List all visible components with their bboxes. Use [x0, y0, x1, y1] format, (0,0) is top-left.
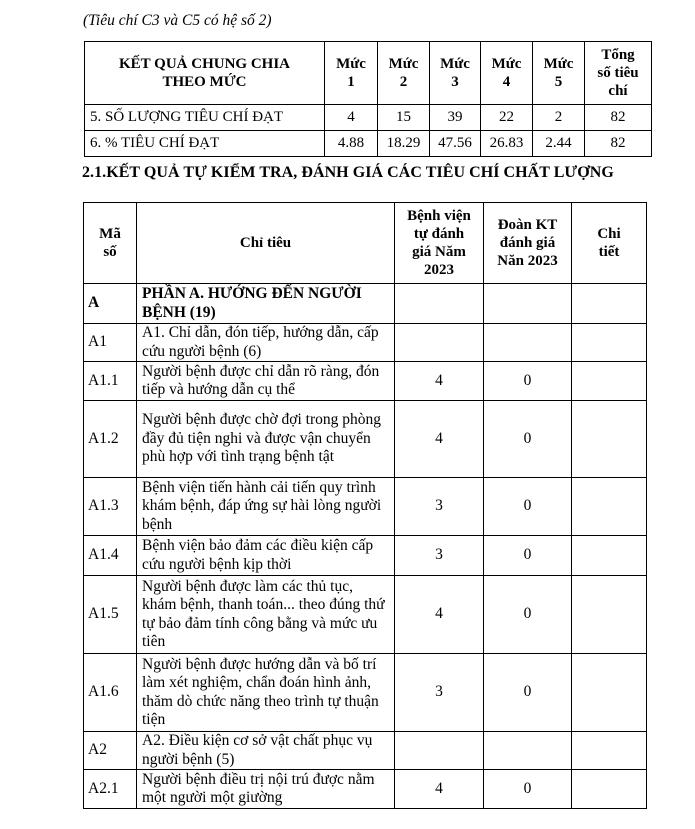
table-row — [84, 770, 647, 809]
total-header: Tổng số tiêu chí — [585, 42, 652, 105]
level-5-header: Mức 5 — [533, 42, 585, 105]
cell: 4.88 — [325, 131, 378, 157]
criterion-name: Người bệnh được hướng dẫn và bố trí làm xét nghiệm, chẩn đoán hình ảnh, thăm dò chức năng theo trình tự thuận tiện — [137, 654, 395, 732]
cell: 2 — [533, 105, 585, 131]
self-score: 4 — [395, 770, 484, 809]
cell: 2.44 — [533, 131, 585, 157]
section-title: 2.1.KẾT QUẢ TỰ KIỂM TRA, ĐÁNH GIÁ CÁC TIÊU CHÍ CHẤT LƯỢNG — [82, 164, 614, 181]
detail-cell — [572, 654, 647, 732]
criterion-code: A2 — [84, 732, 137, 770]
table-row — [84, 576, 647, 654]
table-row — [84, 654, 647, 732]
self-score — [395, 284, 484, 324]
cell: 22 — [481, 105, 533, 131]
cell: 26.83 — [481, 131, 533, 157]
table-row — [84, 478, 647, 536]
summary-row-count — [85, 105, 652, 131]
criterion-name: Bệnh viện bảo đảm các điều kiện cấp cứu người bệnh kịp thời — [137, 536, 395, 576]
self-score: 4 — [395, 362, 484, 401]
level-1-header: Mức 1 — [325, 42, 378, 105]
criteria-header-row — [84, 203, 647, 284]
code-header: Mã số — [84, 203, 137, 284]
coefficient-note: (Tiêu chí C3 và C5 có hệ số 2) — [83, 12, 272, 29]
self-score: 4 — [395, 401, 484, 478]
table-row — [84, 324, 647, 362]
criterion-code: A1.6 — [84, 654, 137, 732]
detail-header: Chi tiết — [572, 203, 647, 284]
criterion-code: A2.1 — [84, 770, 137, 809]
criterion-name: Người bệnh được chờ đợi trong phòng đầy đủ tiện nghi và được vận chuyển phù hợp với tình trạng bệnh tật — [137, 401, 395, 478]
detail-cell — [572, 362, 647, 401]
team-score: 0 — [484, 536, 572, 576]
cell: 82 — [585, 105, 652, 131]
level-4-header: Mức 4 — [481, 42, 533, 105]
team-score: 0 — [484, 362, 572, 401]
self-assessment-header: Bệnh viện tự đánh giá Năm 2023 — [395, 203, 484, 284]
criteria-table — [83, 202, 647, 809]
summary-header-row — [85, 42, 652, 105]
table-row — [84, 284, 647, 324]
self-score: 3 — [395, 478, 484, 536]
indicator-header: Chỉ tiêu — [137, 203, 395, 284]
detail-cell — [572, 536, 647, 576]
team-score — [484, 324, 572, 362]
summary-table — [84, 41, 652, 157]
row-label: 6. % TIÊU CHÍ ĐẠT — [85, 131, 325, 157]
self-score: 3 — [395, 536, 484, 576]
self-score — [395, 324, 484, 362]
cell: 39 — [430, 105, 481, 131]
cell: 18.29 — [378, 131, 430, 157]
criterion-code: A1.3 — [84, 478, 137, 536]
team-score — [484, 732, 572, 770]
criterion-code: A1.2 — [84, 401, 137, 478]
level-2-header: Mức 2 — [378, 42, 430, 105]
summary-row-percent — [85, 131, 652, 157]
criterion-code: A1.4 — [84, 536, 137, 576]
level-3-header: Mức 3 — [430, 42, 481, 105]
criterion-name: Người bệnh điều trị nội trú được nằm một người một giường — [137, 770, 395, 809]
criterion-code: A1.5 — [84, 576, 137, 654]
detail-cell — [572, 284, 647, 324]
detail-cell — [572, 732, 647, 770]
team-score — [484, 284, 572, 324]
self-score — [395, 732, 484, 770]
cell: 15 — [378, 105, 430, 131]
detail-cell — [572, 478, 647, 536]
team-score: 0 — [484, 654, 572, 732]
table-row — [84, 536, 647, 576]
team-score: 0 — [484, 576, 572, 654]
inspection-team-header: Đoàn KT đánh giá Năn 2023 — [484, 203, 572, 284]
cell: 4 — [325, 105, 378, 131]
team-score: 0 — [484, 770, 572, 809]
criterion-name: A1. Chỉ dẫn, đón tiếp, hướng dẫn, cấp cứu người bệnh (6) — [137, 324, 395, 362]
self-score: 4 — [395, 576, 484, 654]
criterion-name: Người bệnh được chỉ dẫn rõ ràng, đón tiếp và hướng dẫn cụ thể — [137, 362, 395, 401]
detail-cell — [572, 576, 647, 654]
criterion-code: A — [84, 284, 137, 324]
cell: 47.56 — [430, 131, 481, 157]
summary-title-header: KẾT QUẢ CHUNG CHIA THEO MỨC — [85, 42, 325, 105]
criterion-name: Bệnh viện tiến hành cải tiến quy trình khám bệnh, đáp ứng sự hài lòng người bệnh — [137, 478, 395, 536]
criterion-name: A2. Điều kiện cơ sở vật chất phục vụ người bệnh (5) — [137, 732, 395, 770]
criterion-code: A1.1 — [84, 362, 137, 401]
detail-cell — [572, 770, 647, 809]
team-score: 0 — [484, 478, 572, 536]
table-row — [84, 362, 647, 401]
criterion-code: A1 — [84, 324, 137, 362]
table-row — [84, 732, 647, 770]
cell: 82 — [585, 131, 652, 157]
table-row — [84, 401, 647, 478]
criterion-name: PHẦN A. HƯỚNG ĐẾN NGƯỜI BỆNH (19) — [137, 284, 395, 324]
detail-cell — [572, 324, 647, 362]
row-label: 5. SỐ LƯỢNG TIÊU CHÍ ĐẠT — [85, 105, 325, 131]
criterion-name: Người bệnh được làm các thủ tục, khám bệnh, thanh toán... theo đúng thứ tự bảo đảm tính công bằng và mức ưu tiên — [137, 576, 395, 654]
self-score: 3 — [395, 654, 484, 732]
team-score: 0 — [484, 401, 572, 478]
detail-cell — [572, 401, 647, 478]
